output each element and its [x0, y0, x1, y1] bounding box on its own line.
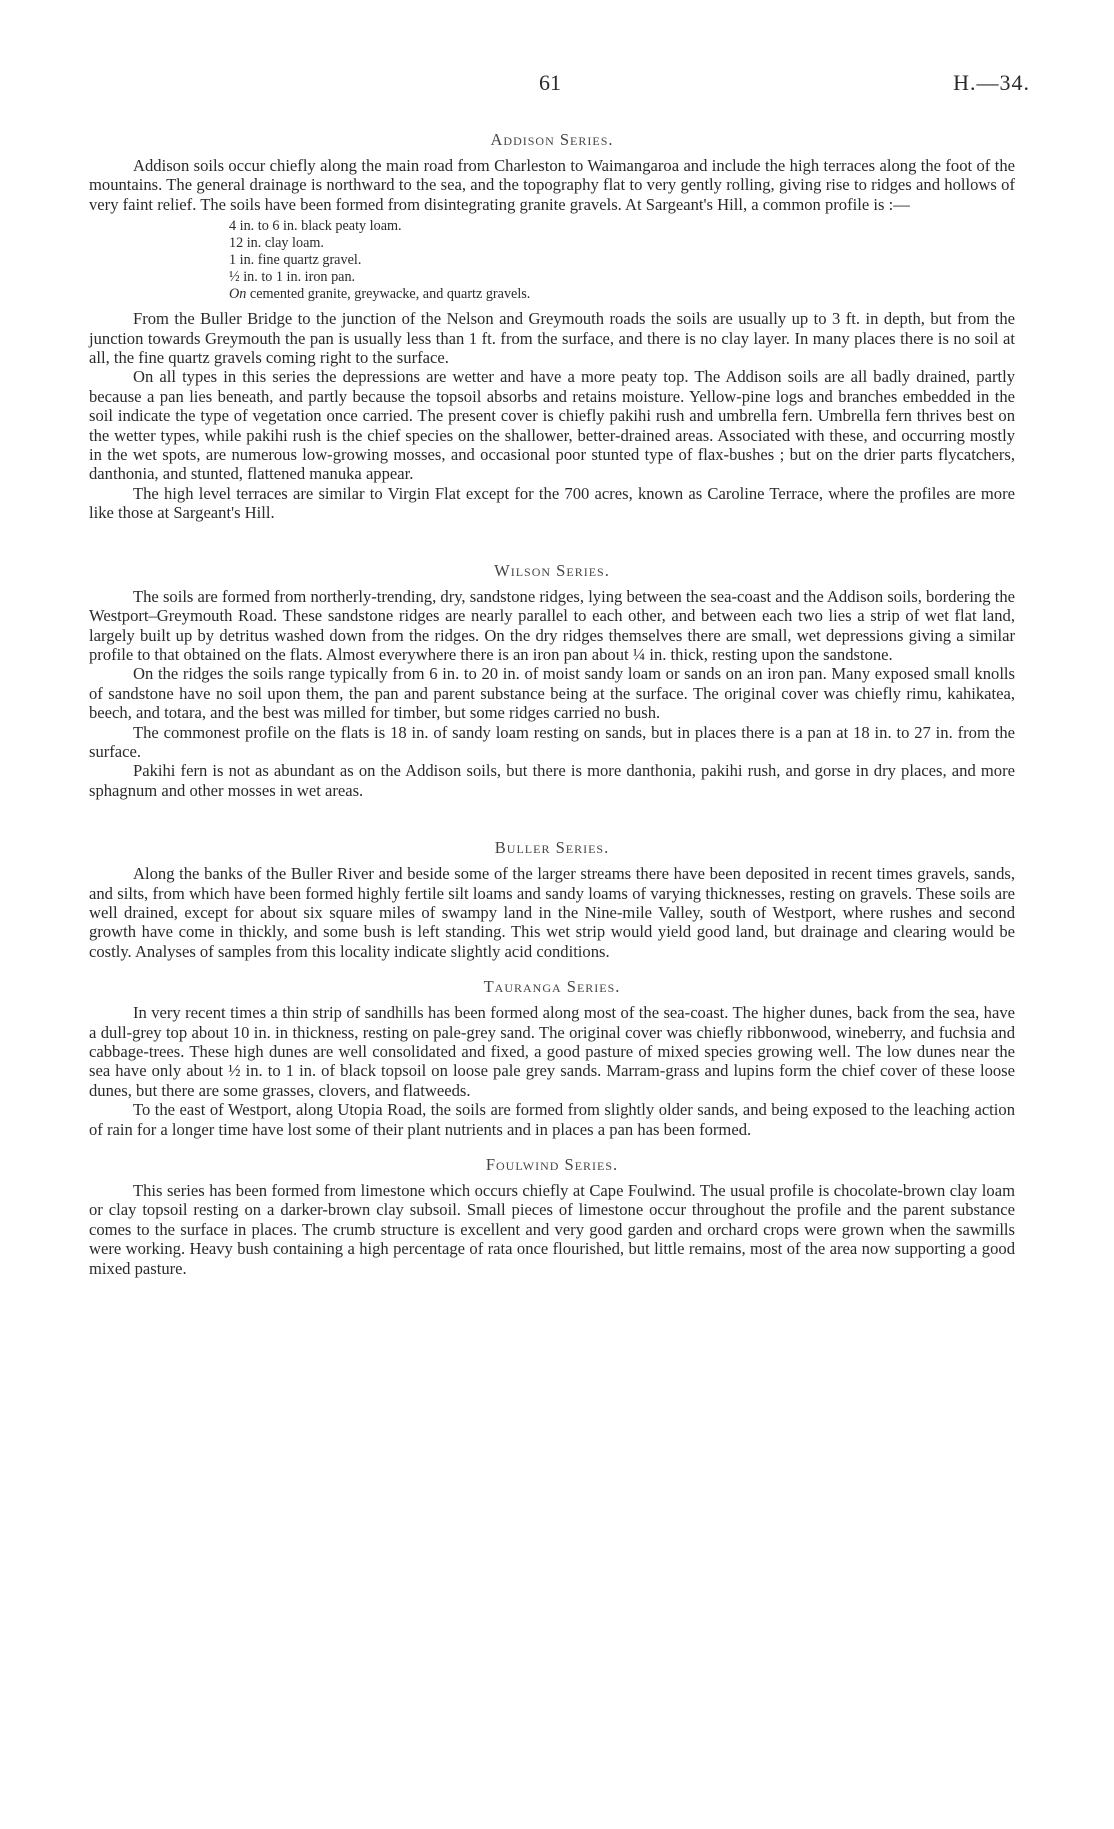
paragraph: The commonest profile on the flats is 18 in. of sandy loam resting on sands, but in places there is a pan at 18 in. to 27 in. from the surface.: [89, 722, 1015, 761]
paragraph: Along the banks of the Buller River and beside some of the larger streams there have been deposited in recent times gravels, sands, and silts, from which have been formed highly fertile silt loams and sandy loams of varying thicknesses, resting on gravels. These soils are well drained, except for about six square miles of swampy land in the Nine-mile Valley, south of Westport, where rushes and second growth have come in thickly, and some bush is left standing. This wet strip would yield good land, but drainage and clearing would be costly. Analyses of samples from this locality indicate slightly acid conditions.: [89, 864, 1015, 961]
wilson-series-section: [89, 561, 1015, 800]
paragraph: On all types in this series the depressions are wetter and have a more peaty top. The Addison soils are all badly drained, partly because a pan lies beneath, and partly because the topsoil absorbs and retains moisture. Yellow-pine logs and branches embedded in the soil indicate the type of vegetation once carried. The present cover is chiefly pakihi rush and umbrella fern. Umbrella fern thrives best on the wetter types, while pakihi rush is the chief species on the shallower, better-drained areas. Associated with these, and occurring mostly in the wet spots, are numerous low-growing mosses, and occasional poor stunted type of flax-bushes ; but on the drier parts flycatchers, danthonia, and stunted, flattened manuka appear.: [89, 367, 1015, 484]
profile-layer: 12 in. clay loam.: [229, 235, 324, 252]
section-heading: Tauranga Series.: [483, 977, 621, 997]
section-heading: Buller Series.: [494, 838, 610, 858]
paragraph: The soils are formed from northerly-trending, dry, sandstone ridges, lying between the sea-coast and the Addison soils, bordering the Westport–Greymouth Road. These sandstone ridges are nearly parallel to each other, and between each two lies a strip of wet flat land, largely built up by detritus washed down from the ridges. On the dry ridges themselves there are small, wet depressions giving a similar profile to that obtained on the flats. Almost everywhere there is an iron pan about ¼ in. thick, resting upon the sandstone.: [89, 586, 1015, 664]
profile-layer: 4 in. to 6 in. black peaty loam.: [229, 218, 402, 235]
foulwind-series-section: [89, 1155, 1015, 1278]
profile-on-label: On: [229, 286, 247, 303]
addison-series-section: [89, 130, 1015, 523]
paragraph: Pakihi fern is not as abundant as on the Addison soils, but there is more danthonia, pakihi rush, and gorse in dry places, and more sphagnum and other mosses in wet areas.: [89, 761, 1015, 800]
section-heading: Wilson Series.: [494, 560, 610, 580]
page-body: [89, 120, 1015, 1278]
paragraph: Addison soils occur chiefly along the main road from Charleston to Waimangaroa and include the high terraces along the foot of the mountains. The general drainage is northward to the sea, and the topography flat to very gently rolling, giving rise to ridges and hollows of very faint relief. The soils have been formed from disintegrating granite gravels. At Sargeant's Hill, a common profile is :—: [89, 156, 1015, 214]
profile-layer: [229, 286, 1015, 303]
paragraph: To the east of Westport, along Utopia Road, the soils are formed from slightly older sands, and being exposed to the leaching action of rain for a longer time have lost some of their plant nutrients and in places a pan has been formed.: [89, 1100, 1015, 1139]
section-heading: Addison Series.: [490, 130, 614, 149]
profile-layer: ½ in. to 1 in. iron pan.: [229, 269, 356, 286]
page-number: 61: [539, 70, 561, 95]
buller-series-section: [89, 838, 1015, 961]
document-reference: H.—34.: [953, 70, 1030, 95]
soil-profile-list: [229, 218, 1015, 303]
paragraph: From the Buller Bridge to the junction of the Nelson and Greymouth roads the soils are usually up to 3 ft. in depth, but from the junction towards Greymouth the pan is usually less than 1 ft. from the surface, and there is no clay layer. In many places there is no soil at all, the fine quartz gravels coming right to the surface.: [89, 309, 1015, 368]
profile-base: cemented granite, greywacke, and quartz gravels.: [246, 286, 531, 303]
paragraph: In very recent times a thin strip of sandhills has been formed along most of the sea-coast. The higher dunes, back from the sea, have a dull-grey top about 10 in. in thickness, resting on pale-grey sand. The original cover was chiefly ribbonwood, wineberry, and fuchsia and cabbage-trees. These high dunes are well consolidated and fixed, a good pasture of mixed species growing well. The low dunes near the sea have only about ½ in. to 1 in. of black topsoil on loose pale grey sands. Marram-grass and lupins form the chief cover of these loose dunes, but there are some grasses, clovers, and flatweeds.: [89, 1003, 1015, 1100]
paragraph: The high level terraces are similar to Virgin Flat except for the 700 acres, known as Caroline Terrace, where the profiles are more like those at Sargeant's Hill.: [89, 483, 1015, 523]
tauranga-series-section: [89, 977, 1015, 1139]
paragraph: This series has been formed from limestone which occurs chiefly at Cape Foulwind. The usual profile is chocolate-brown clay loam or clay topsoil resting on a darker-brown clay subsoil. Small pieces of limestone occur throughout the profile and the parent substance comes to the surface in places. The crumb structure is excellent and very good garden and orchard crops were grown when the sawmills were working. Heavy bush containing a high percentage of rata once flourished, but little remains, most of the area now supporting a good mixed pasture.: [89, 1181, 1015, 1278]
profile-layer: 1 in. fine quartz gravel.: [229, 252, 362, 269]
paragraph: On the ridges the soils range typically from 6 in. to 20 in. of moist sandy loam or sands on an iron pan. Many exposed small knolls of sandstone have no soil upon them, the pan and parent substance being at the surface. The original cover was chiefly rimu, kahikatea, beech, and totara, and the best was milled for timber, but some ridges carried no bush.: [89, 664, 1015, 723]
section-heading: Foulwind Series.: [485, 1155, 619, 1175]
